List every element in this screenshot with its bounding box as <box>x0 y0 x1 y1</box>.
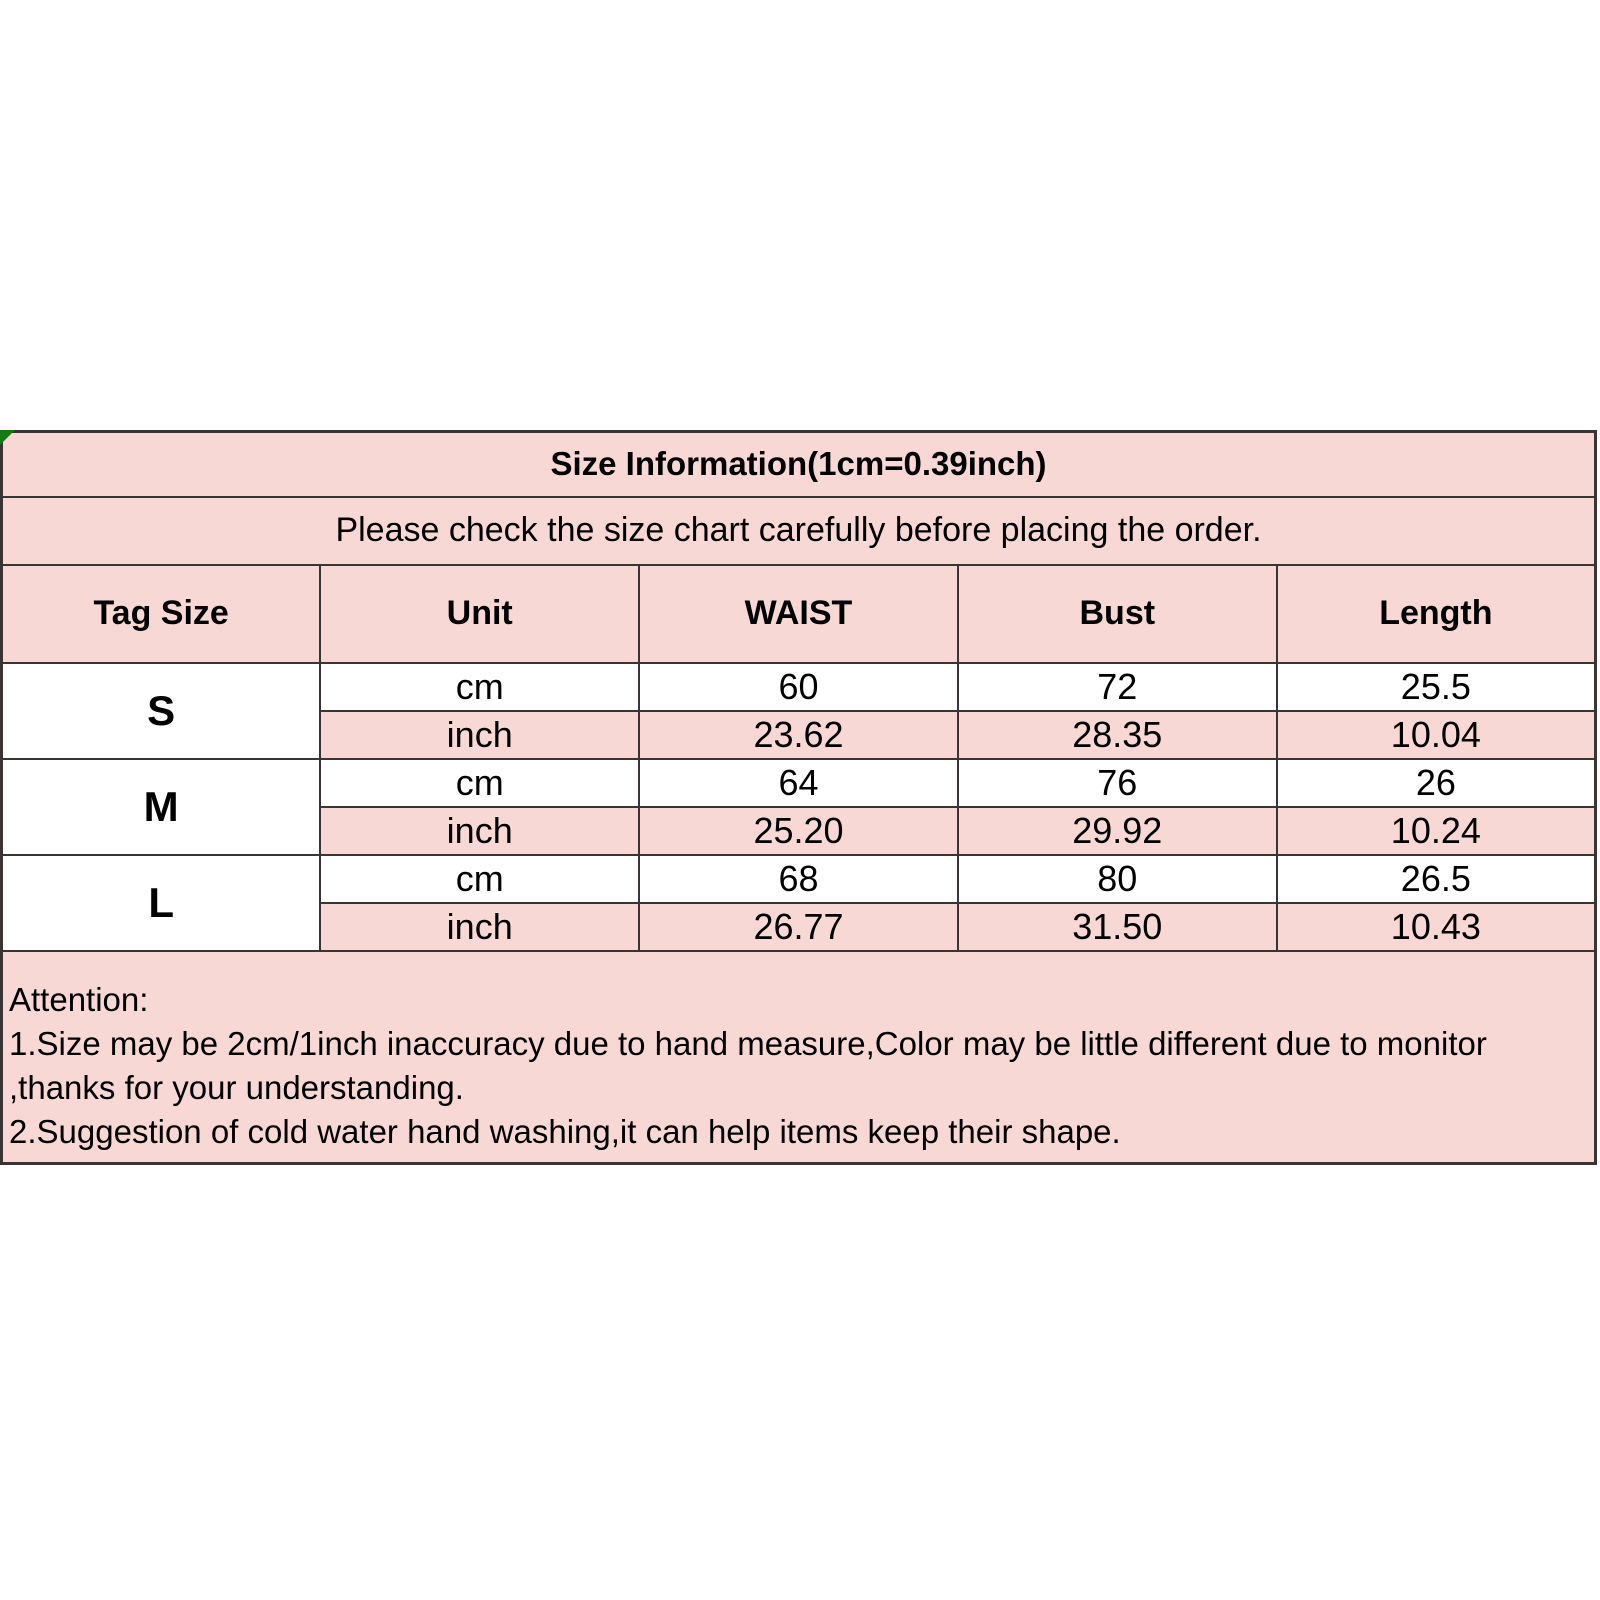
green-corner-marker <box>0 430 15 445</box>
col-header-unit: Unit <box>320 565 639 663</box>
waist-value: 64 <box>639 759 958 807</box>
attention-line-2: ,thanks for your understanding. <box>9 1068 464 1106</box>
waist-value: 68 <box>639 855 958 903</box>
waist-value: 60 <box>639 663 958 711</box>
size-s-cm-row <box>2 663 1596 711</box>
bust-value: 28.35 <box>958 711 1277 759</box>
unit-label: cm <box>320 855 639 903</box>
length-value: 10.43 <box>1277 903 1596 951</box>
col-header-length: Length <box>1277 565 1596 663</box>
length-value: 25.5 <box>1277 663 1596 711</box>
size-l-cm-row <box>2 855 1596 903</box>
size-chart-sheet <box>0 430 1597 1165</box>
title-row <box>2 432 1596 497</box>
col-header-waist: WAIST <box>639 565 958 663</box>
waist-value: 25.20 <box>639 807 958 855</box>
table-title: Size Information(1cm=0.39inch) <box>2 432 1596 497</box>
attention-line-3: 2.Suggestion of cold water hand washing,it can help items keep their shape. <box>9 1112 1121 1150</box>
attention-line-1: 1.Size may be 2cm/1inch inaccuracy due to hand measure,Color may be little different due to monitor <box>9 1024 1487 1062</box>
length-value: 26.5 <box>1277 855 1596 903</box>
attention-row <box>2 951 1596 1164</box>
subtitle-row <box>2 497 1596 565</box>
table-subtitle: Please check the size chart carefully before placing the order. <box>2 497 1596 565</box>
bust-value: 80 <box>958 855 1277 903</box>
column-header-row <box>2 565 1596 663</box>
attention-heading: Attention: <box>9 980 149 1018</box>
unit-label: inch <box>320 807 639 855</box>
unit-label: inch <box>320 903 639 951</box>
unit-label: inch <box>320 711 639 759</box>
waist-value: 26.77 <box>639 903 958 951</box>
tag-size-m: M <box>2 759 321 855</box>
tag-size-l: L <box>2 855 321 951</box>
bust-value: 72 <box>958 663 1277 711</box>
size-table <box>0 430 1597 1165</box>
unit-label: cm <box>320 663 639 711</box>
bust-value: 29.92 <box>958 807 1277 855</box>
length-value: 10.24 <box>1277 807 1596 855</box>
col-header-tag-size: Tag Size <box>2 565 321 663</box>
size-m-cm-row <box>2 759 1596 807</box>
waist-value: 23.62 <box>639 711 958 759</box>
length-value: 26 <box>1277 759 1596 807</box>
attention-note <box>2 951 1596 1164</box>
col-header-bust: Bust <box>958 565 1277 663</box>
length-value: 10.04 <box>1277 711 1596 759</box>
tag-size-s: S <box>2 663 321 759</box>
bust-value: 76 <box>958 759 1277 807</box>
bust-value: 31.50 <box>958 903 1277 951</box>
unit-label: cm <box>320 759 639 807</box>
